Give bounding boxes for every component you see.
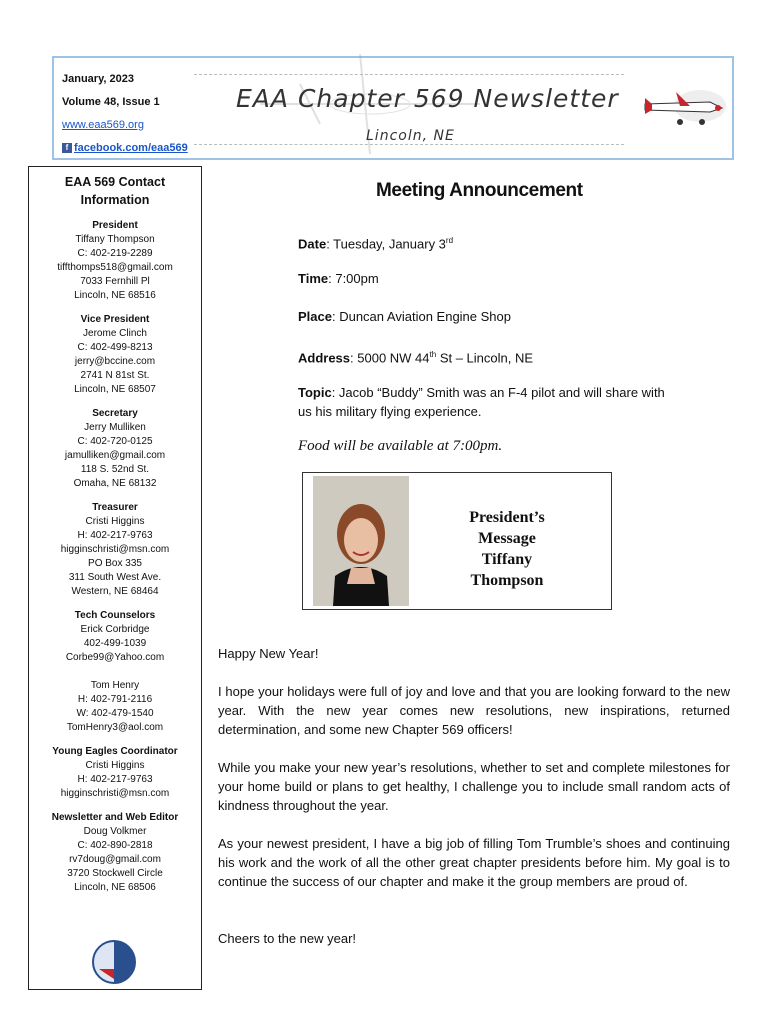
meeting-time: Time: 7:00pm <box>298 271 379 286</box>
message-paragraph: Cheers to the new year! <box>218 931 357 946</box>
airplane-logo-icon <box>640 84 730 134</box>
contact-role: Vice President <box>80 314 150 325</box>
website-link[interactable]: www.eaa569.org <box>62 119 144 131</box>
contact-line: H: 402-791-2116 <box>77 694 153 705</box>
contact-line: TomHenry3@aol.com <box>66 722 164 733</box>
contact-line: 3720 Stockwell Circle <box>67 868 163 879</box>
contact-block <box>29 811 201 895</box>
contact-line: 7033 Fernhill Pl <box>80 276 150 287</box>
meeting-topic: Topic: Jacob “Buddy” Smith was an F-4 pilot and will share with us his military flying experience. <box>298 385 665 419</box>
contact-block <box>29 407 201 491</box>
contact-line: Lincoln, NE 68516 <box>74 290 156 301</box>
issue-date: January, 2023 <box>62 73 134 85</box>
header-divider-top <box>194 74 624 75</box>
contact-role: President <box>92 220 138 231</box>
contact-line: jerry@bccine.com <box>74 356 156 367</box>
meeting-place: Place: Duncan Aviation Engine Shop <box>298 309 511 324</box>
meeting-heading: Meeting Announcement <box>376 180 583 201</box>
contact-line: tiffthomps518@gmail.com <box>57 262 173 273</box>
contact-list <box>29 219 201 895</box>
issue-info <box>62 70 188 162</box>
contact-line: Lincoln, NE 68506 <box>74 882 156 893</box>
issue-volume: Volume 48, Issue 1 <box>62 96 160 108</box>
sidebar-title: EAA 569 Contact Information <box>64 175 166 207</box>
contact-line: C: 402-720-0125 <box>77 436 153 447</box>
contact-line: H: 402-217-9763 <box>77 530 153 541</box>
contact-line: Omaha, NE 68132 <box>73 478 157 489</box>
contact-line: PO Box 335 <box>88 558 142 569</box>
contact-line: C: 402-890-2818 <box>77 840 153 851</box>
message-paragraph: I hope your holidays were full of joy and love and that you are looking forward to the new year. With the new year comes new resolutions, new inspirations, returned determination, and some new Chapter 569 officers! <box>218 684 730 737</box>
contact-line: Doug Volkmer <box>83 826 147 837</box>
contact-line: 311 South West Ave. <box>68 572 162 583</box>
contact-line: Lincoln, NE 68507 <box>74 384 156 395</box>
meeting-date: Date: Tuesday, January 3rd <box>298 236 454 252</box>
contact-line: higginschristi@msn.com <box>60 788 170 799</box>
contact-role: Secretary <box>92 408 138 419</box>
president-message-box <box>302 472 612 610</box>
facebook-link[interactable]: facebook.com/eaa569 <box>74 142 188 154</box>
contact-line: 118 S. 52nd St. <box>80 464 150 475</box>
contact-role: Tech Counselors <box>74 610 156 621</box>
message-paragraph: While you make your new year’s resolutions, whether to set and complete milestones for your home build or plans to get healthy, I challenge you to include small random acts of kindness throughout the year. <box>218 760 730 813</box>
contact-line: rv7doug@gmail.com <box>69 854 161 865</box>
contact-role: Young Eagles Coordinator <box>52 746 178 757</box>
contact-block <box>29 501 201 599</box>
message-paragraph: Happy New Year! <box>218 646 319 661</box>
contact-line <box>29 665 201 679</box>
contact-line: 2741 N 81st St. <box>80 370 150 381</box>
contact-role: Treasurer <box>92 502 138 513</box>
contact-line: Jerome Clinch <box>83 328 147 339</box>
contact-block <box>29 219 201 303</box>
contact-line: Cristi Higgins <box>85 516 145 527</box>
newsletter-location: Lincoln, NE <box>366 128 455 144</box>
header-divider-bottom <box>194 144 624 145</box>
contact-block <box>29 313 201 397</box>
contact-line: 402-499-1039 <box>83 638 147 649</box>
newsletter-header <box>52 56 734 160</box>
food-note: Food will be available at 7:00pm. <box>298 438 503 454</box>
contact-line: Cristi Higgins <box>85 760 145 771</box>
contact-sidebar <box>28 166 202 990</box>
contact-line: Corbe99@Yahoo.com <box>65 652 165 663</box>
contact-line: C: 402-219-2289 <box>77 248 153 259</box>
message-paragraph: As your newest president, I have a big job of filling Tom Trumble’s shoes and continuing his work and the work of all the other great chapter presidents before him. My goal is to continue the success of our chapter and make it the group members are proud of. <box>218 836 730 889</box>
contact-line: jamulliken@gmail.com <box>64 450 166 461</box>
contact-line: Tiffany Thompson <box>75 234 155 245</box>
contact-block <box>29 745 201 801</box>
meeting-address: Address: 5000 NW 44th St – Lincoln, NE <box>298 350 534 366</box>
contact-role: Newsletter and Web Editor <box>51 812 179 823</box>
contact-line: C: 402-499-8213 <box>77 342 153 353</box>
president-caption: President’s Message Tiffany Thompson <box>469 509 545 589</box>
contact-block <box>29 609 201 735</box>
facebook-icon: f <box>62 143 72 153</box>
contact-line: higginschristi@msn.com <box>60 544 170 555</box>
contact-line: Tom Henry <box>90 680 140 691</box>
contact-line: H: 402-217-9763 <box>77 774 153 785</box>
contact-line: Jerry Mulliken <box>84 422 146 433</box>
contact-line: W: 402-479-1540 <box>76 708 154 719</box>
newsletter-title: EAA Chapter 569 Newsletter <box>236 84 619 113</box>
contact-line: Western, NE 68464 <box>71 586 159 597</box>
contact-line: Erick Corbridge <box>80 624 150 635</box>
president-photo <box>313 476 409 606</box>
chapter-seal-icon <box>91 939 137 985</box>
